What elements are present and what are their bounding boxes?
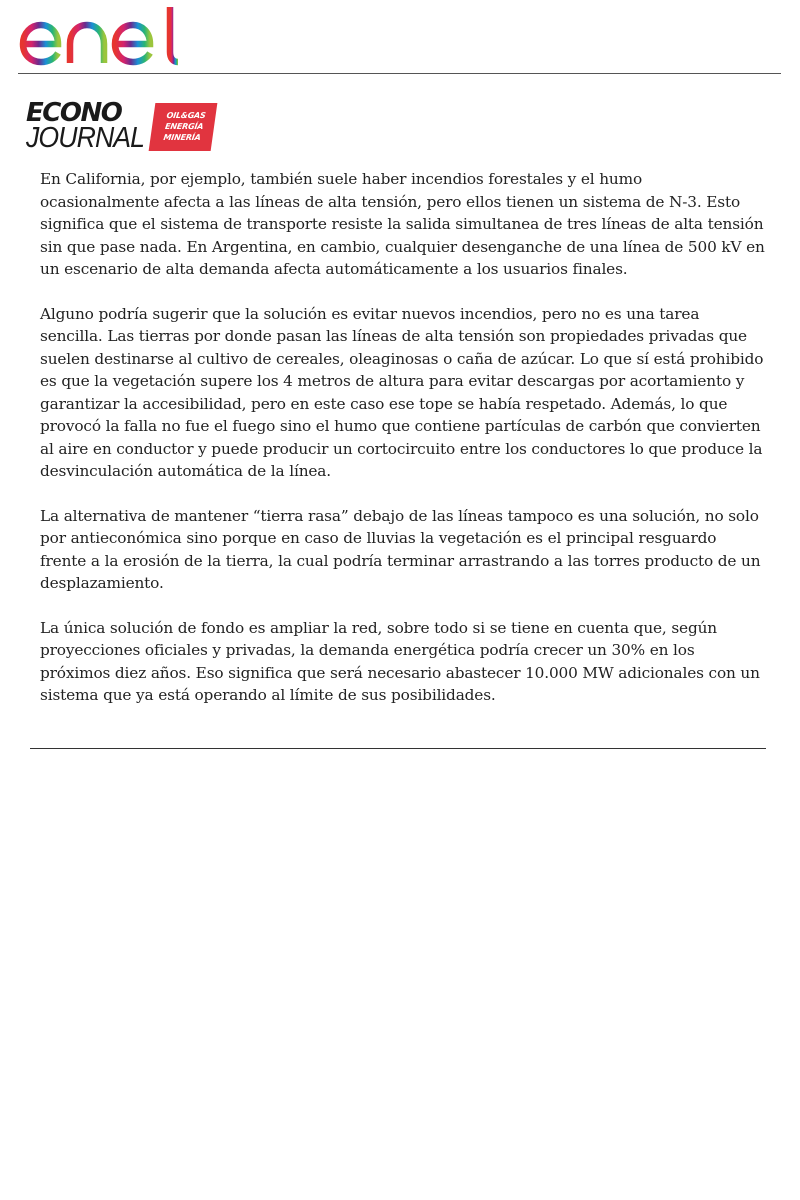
header-divider xyxy=(18,73,781,74)
badge-line-mineria: MINERÍA xyxy=(162,133,202,142)
article-paragraph: En California, por ejemplo, también suele haber incendios forestales y el humo ocasionalmente afecta a las líneas de alta tensión, pero ellos tienen un sistema de N-3. Esto significa que el sistema de transporte resiste la salida simultanea de tres líneas de alta tensión sin que pase nada. En Argentina, en cambio, cualquier desenganche de una línea de 500 kV en un escenario de alta demanda afecta automáticamente a los usuarios finales. xyxy=(40,170,765,278)
enel-logo xyxy=(18,4,180,68)
footer-divider xyxy=(30,748,766,749)
wordmark-line-econo: ECONO xyxy=(26,98,122,128)
econojournal-wordmark xyxy=(26,98,145,154)
wordmark-line-journal: JOURNAL xyxy=(26,122,145,154)
sector-badge xyxy=(149,103,218,151)
badge-line-energia: ENERGÍA xyxy=(164,122,204,131)
badge-line-oilgas: OIL&GAS xyxy=(165,111,207,120)
article-paragraph: La única solución de fondo es ampliar la red, sobre todo si se tiene en cuenta que, según proyecciones oficiales y privadas, la demanda energética podría crecer un 30% en los próximos diez años. Eso significa que será necesario abastecer 10.000 MW adicionales con un sistema que ya está operando al límite de sus posibilidades. xyxy=(40,618,760,704)
article-paragraph: Alguno podría sugerir que la solución es evitar nuevos incendios, pero no es una tarea sencilla. Las tierras por donde pasan las líneas de alta tensión son propiedades privadas que suelen destinarse al cultivo de cereales, oleaginosas o caña de azúcar. Lo que sí está prohibido es que la vegetación supere los 4 metros de altura para evitar descargas por acortamiento y garantizar la accesibilidad, pero en este caso ese tope se había respetado. Además, lo que provocó la falla no fue el fuego sino el humo que contiene partículas de carbón que convierten al aire en conductor y puede producir un cortocircuito entre los conductores lo que produce la desvinculación automática de la línea. xyxy=(40,304,764,480)
article-body xyxy=(40,168,765,707)
article-paragraph: La alternativa de mantener “tierra rasa” debajo de las líneas tampoco es una solución, no solo por antieconómica sino porque en caso de lluvias la vegetación es el principal resguardo frente a la erosión de la tierra, la cual podría terminar arrastrando a las torres producto de un desplazamiento. xyxy=(40,506,761,592)
